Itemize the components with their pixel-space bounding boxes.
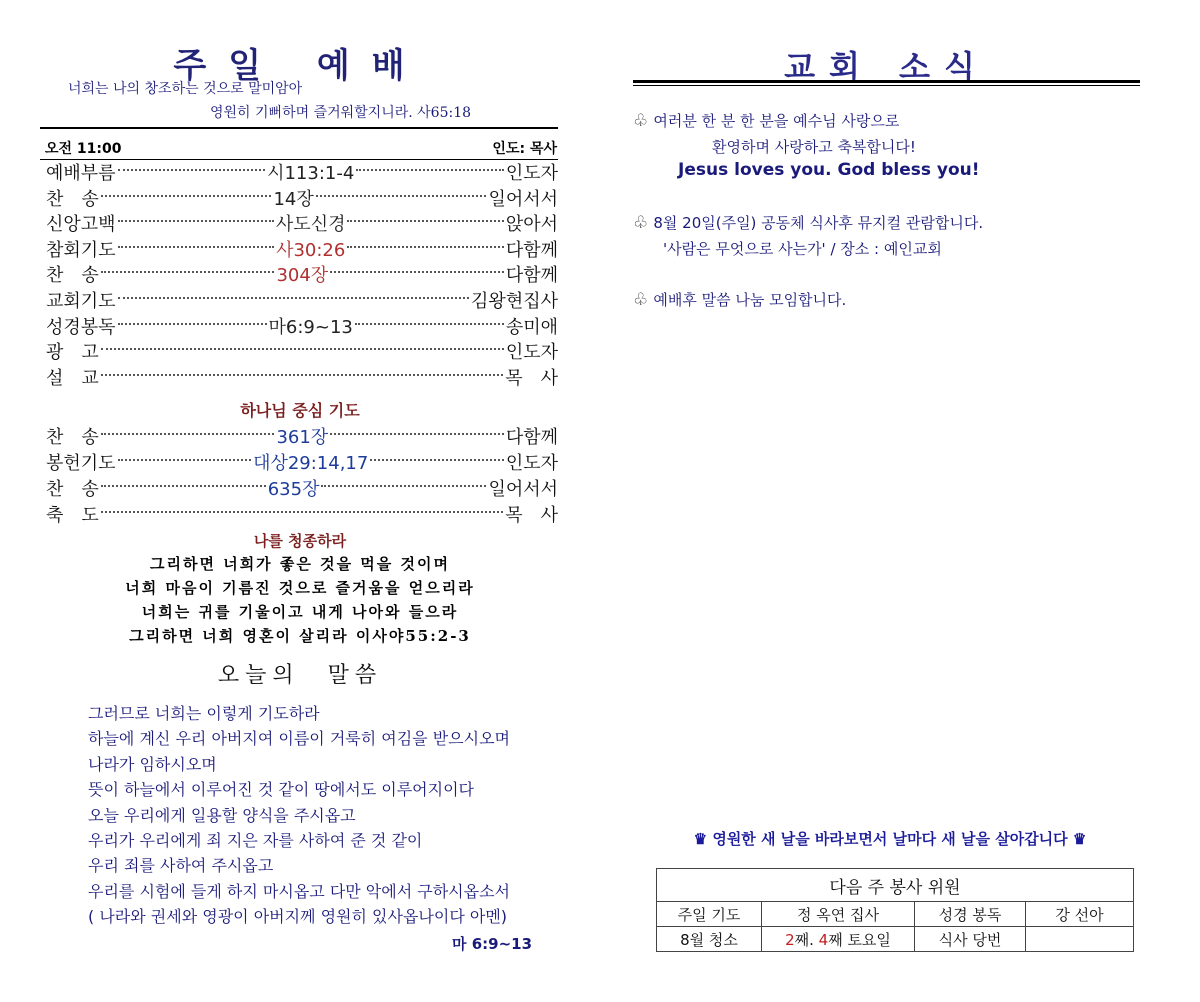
leader-label: 인도: 목사 (492, 141, 557, 157)
call-line: 너희 마음이 기름진 것으로 즐거움을 얻으리라 (125, 579, 475, 597)
news-text: 8월 20일(주일) 공동체 식사후 뮤지컬 관람합니다. (653, 214, 984, 232)
leader-dots (370, 459, 504, 461)
crown-icon: ♛ (1072, 830, 1087, 848)
order-item-name: 봉헌기도 (46, 453, 116, 474)
leader-dots (118, 220, 274, 222)
prayer-line: 우리 죄를 사하여 주시옵고 (88, 856, 274, 876)
news-text: '사람은 무엇으로 사는가' / 장소 : 예인교회 (663, 240, 942, 258)
order-item-name: 찬 송 (46, 265, 99, 287)
order-item-name: 광 고 (46, 342, 99, 364)
table-row (657, 902, 1134, 927)
leader-dots (118, 459, 252, 461)
order-item-role: 다함께 (505, 427, 559, 448)
order-item-role: 인도자 (505, 163, 559, 184)
order-item-role: 인도자 (505, 342, 558, 364)
order-row (46, 449, 558, 475)
slogan-text: 영원한 새 날을 바라보면서 날마다 새 날을 살아갑니다 (712, 830, 1068, 848)
order-item-role: 인도자 (505, 453, 559, 474)
order-row (46, 159, 558, 185)
table-cell (762, 927, 915, 952)
order-item-name: 신앙고백 (46, 214, 116, 236)
leader-dots (101, 271, 275, 273)
prayer-line: 우리를 시험에 들게 하지 마시옵고 다만 악에서 구하시옵소서 (88, 881, 511, 901)
order-item-name: 찬 송 (46, 427, 99, 448)
worship-title: 주일 예배 (173, 46, 427, 86)
word-heading: 오늘의 말씀 (217, 663, 383, 688)
news-item (633, 212, 983, 233)
prayer-line: 하늘에 계신 우리 아버지여 이름이 거룩히 여김을 받으시오며 (88, 729, 511, 749)
leader-dots (101, 485, 266, 487)
prayer-line: 오늘 우리에게 일용할 양식을 주시옵고 (88, 805, 356, 825)
english-blessing: Jesus loves you. God bless you! (678, 160, 980, 180)
order-item-detail: 304장 (276, 265, 329, 287)
order-row (46, 313, 558, 339)
order-item-detail: 대상29:14,17 (253, 453, 369, 474)
table-cell: 8월 청소 (657, 927, 762, 952)
news-text: 예배후 말씀 나눔 모임합니다. (653, 291, 847, 309)
order-row (46, 501, 558, 527)
order-item-name: 예배부름 (46, 163, 116, 184)
order-item-role: 목 사 (505, 505, 558, 526)
leader-dots (347, 246, 504, 248)
table-row (657, 869, 1134, 902)
call-line: 너희는 귀를 기울이고 내게 나아와 들으라 (141, 603, 459, 621)
schedule-number: 2 (785, 930, 795, 949)
leader-dots (321, 485, 486, 487)
news-text: 여러분 한 분 한 분을 예수님 사랑으로 (653, 112, 900, 130)
order-item-name: 축 도 (46, 505, 99, 526)
order-row (46, 338, 558, 364)
leader-dots (101, 195, 272, 197)
table-cell: 정 옥연 집사 (762, 902, 915, 927)
schedule-number: 4 (818, 930, 829, 949)
order-item-detail: 마6:9~13 (268, 316, 353, 338)
prayer-line: 우리가 우리에게 죄 지은 자를 사하여 준 것 같이 (88, 831, 423, 850)
crown-icon: ♛ (693, 830, 708, 848)
table-cell: 강 선아 (1026, 902, 1134, 927)
order-item-role: 다함께 (505, 265, 559, 287)
slogan (640, 828, 1140, 849)
leader-dots (118, 169, 266, 171)
divider (40, 127, 558, 129)
leader-dots (347, 220, 503, 222)
leader-dots (101, 374, 503, 376)
prayer-line: 뜻이 하늘에서 이루어진 것 같이 땅에서도 이루어지이다 (88, 780, 475, 800)
duty-table (656, 868, 1134, 952)
order-item-name: 성경봉독 (46, 316, 116, 338)
order-item-role: 일어서서 (488, 479, 558, 500)
table-cell: 성경 봉독 (915, 902, 1026, 927)
leader-dots (118, 297, 469, 299)
schedule-text: 째. (794, 930, 819, 949)
table-cell: 식사 당번 (915, 927, 1026, 952)
order-item-detail: 사도신경 (275, 214, 346, 236)
order-row (46, 364, 558, 390)
prayer-line: 그러므로 너희는 이렇게 기도하라 (88, 704, 320, 723)
leader-dots (356, 169, 504, 171)
order-item-detail: 시113:1-4 (267, 163, 355, 184)
leader-dots (101, 433, 275, 435)
time-row (45, 138, 557, 158)
leader-dots (101, 348, 504, 350)
prayer-heading: 하나님 중심 기도 (240, 401, 360, 420)
verse-line-2: 영원히 기뻐하며 즐거워할지니라. 사65:18 (210, 105, 472, 121)
order-item-role: 다함께 (505, 239, 558, 261)
order-item-name: 교회기도 (46, 291, 116, 312)
order-item-detail: 사30:26 (276, 239, 346, 261)
order-item-detail: 635장 (267, 479, 320, 500)
order-row (46, 236, 558, 262)
order-item-name: 찬 송 (46, 188, 99, 210)
order-row (46, 423, 558, 449)
table-cell: 주일 기도 (657, 902, 762, 927)
call-line: 그리하면 너희가 좋은 것을 먹을 것이며 (150, 555, 450, 573)
leader-dots (316, 195, 487, 197)
order-item-detail: 14장 (273, 188, 314, 210)
schedule-text: 째 토요일 (828, 930, 891, 949)
order-item-role: 목 사 (505, 367, 558, 389)
table-cell (1026, 927, 1134, 952)
leader-dots (330, 271, 504, 273)
service-time: 오전 11:00 (45, 141, 122, 157)
call-line: 그리하면 너희 영혼이 살리라 이사야55:2-3 (129, 627, 471, 645)
leader-dots (118, 323, 267, 325)
verse-line-1: 너희는 나의 창조하는 것으로 말미암아 (68, 81, 303, 97)
order-row (46, 210, 558, 236)
order-row (46, 261, 558, 287)
leader-dots (355, 323, 504, 325)
divider (633, 80, 1140, 83)
news-text: 환영하며 사랑하고 축복합니다! (712, 138, 916, 156)
prayer-reference: 마 6:9~13 (452, 935, 533, 953)
order-item-role: 김왕현집사 (471, 291, 558, 312)
leader-dots (330, 433, 504, 435)
call-heading: 나를 청종하라 (253, 532, 347, 550)
divider (633, 85, 1140, 86)
order-item-role: 일어서서 (488, 188, 559, 210)
order-item-name: 참회기도 (46, 239, 116, 261)
order-row (46, 475, 558, 501)
order-row (46, 287, 558, 313)
leader-dots (118, 246, 275, 248)
leader-dots (101, 511, 503, 513)
clover-icon: ♧ (633, 213, 649, 233)
news-item (633, 289, 846, 310)
order-item-role: 송미애 (505, 316, 559, 338)
order-item-role: 앉아서 (505, 214, 559, 236)
prayer-line: 나라가 임하시오며 (88, 754, 217, 774)
order-item-name: 찬 송 (46, 479, 99, 500)
table-row (657, 927, 1134, 952)
order-item-detail: 361장 (276, 427, 329, 448)
order-item-name: 설 교 (46, 367, 99, 389)
clover-icon: ♧ (633, 111, 649, 131)
prayer-line: ( 나라와 권세와 영광이 아버지께 영원히 있사옵나이다 아멘) (88, 907, 508, 927)
table-header: 다음 주 봉사 위원 (657, 869, 1134, 902)
news-item (633, 110, 899, 131)
news-title: 교회 소식 (784, 48, 989, 86)
clover-icon: ♧ (633, 290, 649, 310)
order-row (46, 185, 558, 211)
